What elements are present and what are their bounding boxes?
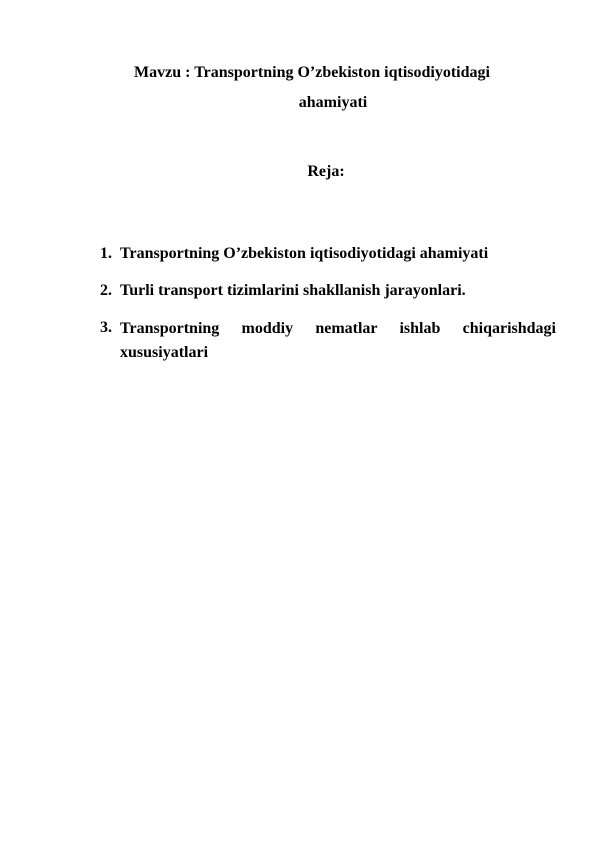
plan-item-number: 3. — [100, 319, 112, 336]
plan-item-number: 1. — [100, 245, 112, 262]
plan-item-text — [120, 317, 556, 365]
plan-list — [100, 243, 556, 380]
document-title — [60, 58, 576, 118]
plan-heading: Reja: — [307, 163, 345, 180]
title-line-1: Mavzu : Transportning O’zbekiston iqtisodiyotidagi — [134, 64, 490, 81]
plan-item-1 — [100, 243, 556, 265]
plan-item-text: Transportning O’zbekiston iqtisodiyotidagi ahamiyati — [120, 245, 489, 262]
title-line-2: ahamiyati — [298, 94, 368, 111]
plan-item-number: 2. — [100, 282, 112, 299]
plan-item-2 — [100, 280, 556, 302]
plan-item-text-line-2: xususiyatlari — [120, 344, 209, 361]
plan-item-text-line-1: Transportning moddiy nematlar ishlab chiqarishdagi — [120, 320, 556, 337]
plan-item-3 — [100, 317, 556, 365]
plan-item-text: Turli transport tizimlarini shakllanish jarayonlari. — [120, 282, 466, 299]
